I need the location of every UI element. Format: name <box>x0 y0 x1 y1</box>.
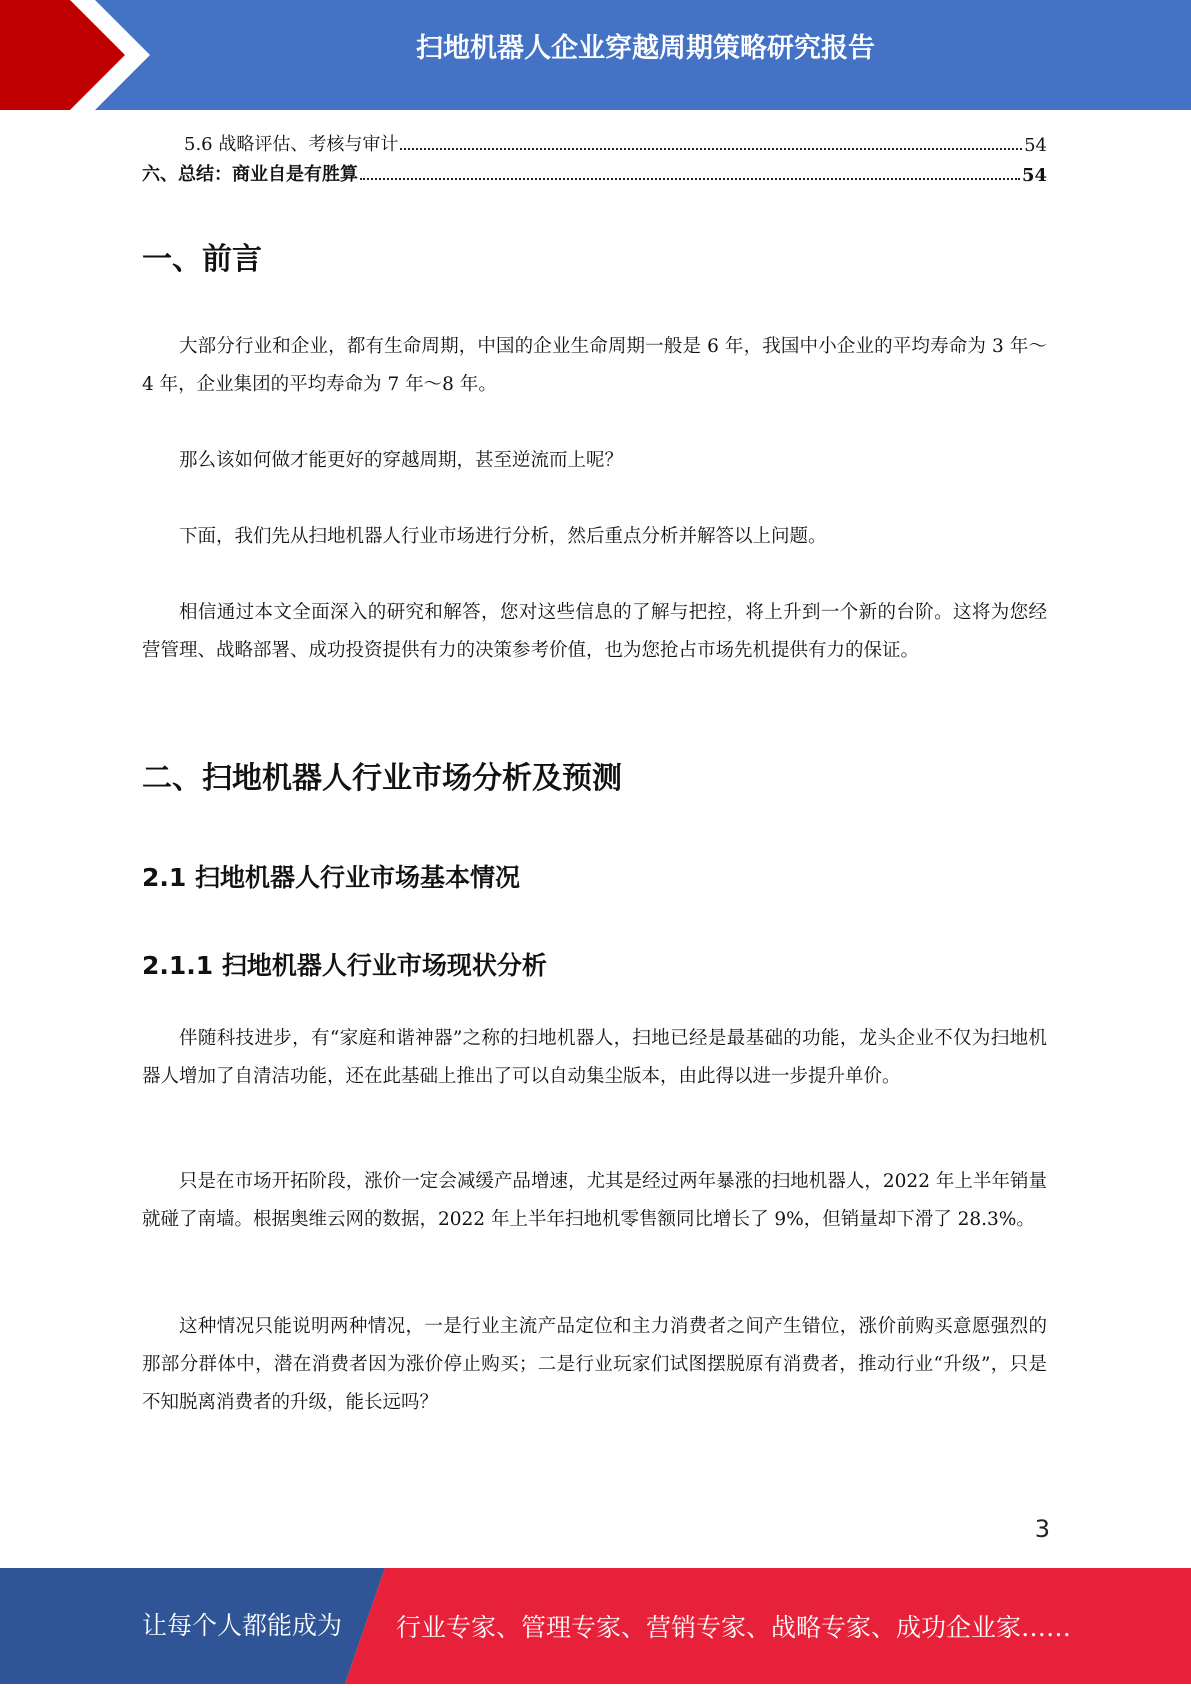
page-footer <box>0 1568 1191 1684</box>
paragraph: 下面，我们先从扫地机器人行业市场进行分析，然后重点分析并解答以上问题。 <box>179 526 827 547</box>
toc-leader-dots <box>400 148 1022 150</box>
section-heading-preface: 一、前言 <box>142 242 262 277</box>
toc-entry-label: 5.6 战略评估、考核与审计 <box>184 134 399 155</box>
subsection-heading-2-1-1: 2.1.1 扫地机器人行业市场现状分析 <box>142 951 547 980</box>
report-title: 扫地机器人企业穿越周期策略研究报告 <box>416 33 875 64</box>
toc-entry-label: 六、总结：商业自是有胜算 <box>142 164 358 185</box>
toc-leader-dots <box>360 178 1020 180</box>
toc-entry-page: 54 <box>1021 165 1047 186</box>
paragraph: 相信通过本文全面深入的研究和解答，您对这些信息的了解与把控，将上升到一个新的台阶。这将为您经营管理、战略部署、成功投资提供有力的决策参考价值，也为您抢占市场先机提供有力的保证。 <box>142 602 1047 661</box>
toc-entry-5-6[interactable] <box>142 128 1047 156</box>
footer-slogan-left: 让每个人都能成为 <box>142 1611 343 1640</box>
page-header <box>0 0 1191 110</box>
toc-entry-page: 54 <box>1024 135 1047 156</box>
page-number: 3 <box>1034 1515 1050 1543</box>
paragraph: 这种情况只能说明两种情况，一是行业主流产品定位和主力消费者之间产生错位，涨价前购买意愿强烈的那部分群体中，潜在消费者因为涨价停止购买；二是行业玩家们试图摆脱原有消费者，推动行业“升级”，只是不知脱离消费者的升级，能长远吗？ <box>142 1316 1047 1413</box>
toc-entry-6[interactable] <box>142 158 1047 186</box>
paragraph: 只是在市场开拓阶段，涨价一定会减缓产品增速，尤其是经过两年暴涨的扫地机器人，2022 年上半年销量就碰了南墙。根据奥维云网的数据，2022 年上半年扫地机零售额同比增长了 9%，但销量却下滑了 28.3%。 <box>142 1171 1047 1230</box>
footer-slogan-right: 行业专家、管理专家、营销专家、战略专家、成功企业家…… <box>396 1613 1072 1642</box>
paragraph: 伴随科技进步，有“家庭和谐神器”之称的扫地机器人，扫地已经是最基础的功能，龙头企业不仅为扫地机器人增加了自清洁功能，还在此基础上推出了可以自动集尘版本，由此得以进一步提升单价。 <box>142 1028 1047 1087</box>
section-heading-market: 二、扫地机器人行业市场分析及预测 <box>142 761 622 796</box>
subsection-heading-2-1: 2.1 扫地机器人行业市场基本情况 <box>142 863 520 892</box>
paragraph: 那么该如何做才能更好的穿越周期，甚至逆流而上呢？ <box>179 450 624 471</box>
paragraph: 大部分行业和企业，都有生命周期，中国的企业生命周期一般是 6 年，我国中小企业的平均寿命为 3 年～4 年，企业集团的平均寿命为 7 年～8 年。 <box>142 336 1047 395</box>
